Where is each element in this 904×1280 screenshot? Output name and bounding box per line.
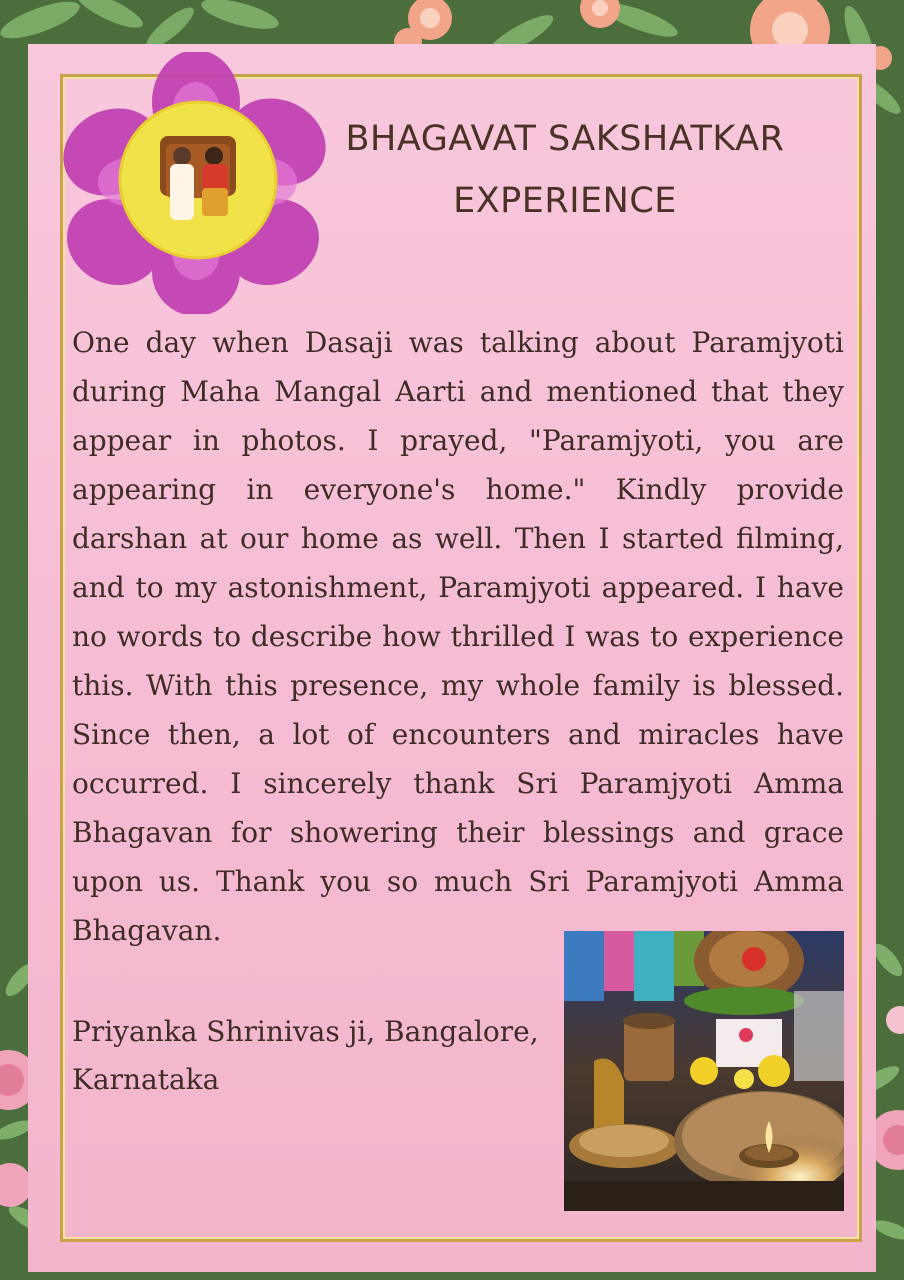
title-line-1: BHAGAVAT SAKSHATKAR [345,119,785,159]
signature-name: Priyanka Shrinivas ji, Bangalore, [72,1015,539,1048]
aarti-lamp-photo [564,931,844,1211]
signature-place: Karnataka [72,1063,220,1096]
testimony-text: One day when Dasaji was talking about Paramjyoti during Maha Mangal Aarti and mentioned that they appear in photos. I prayed, "Paramjyoti, you are appearing in everyone's home." Kindly provide darshan at our home as well. Then I started filming, and to my astonishment, Paramjyoti appeared. I have no words to describe how thrilled I was to experience this. With this presence, my whole family is blessed. Since then, a lot of encounters and miracles have occurred. I sincerely thank Sri Paramjyoti Amma Bhagavan for showering their blessings and grace upon us. Thank you so much Sri Paramjyoti Amma Bhagavan. [72,326,844,947]
page-title [300,108,830,232]
signature [72,1008,552,1104]
title-line-2: EXPERIENCE [453,181,677,221]
deity-medallion-icon [62,52,330,314]
